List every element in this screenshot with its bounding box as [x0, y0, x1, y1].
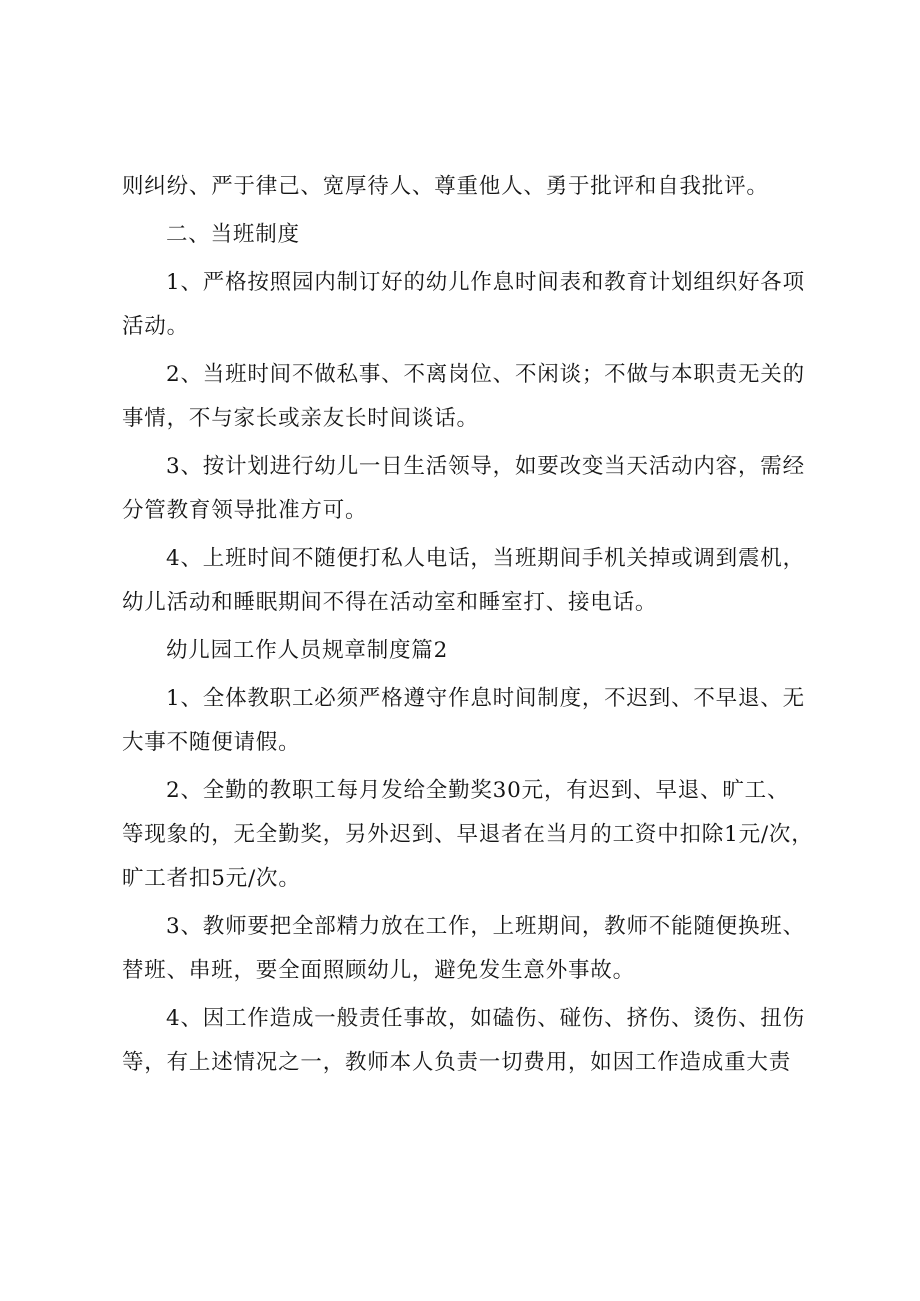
text-line: 旷工者扣5元/次。: [122, 866, 301, 891]
text-line: 1、全体教职工必须严格遵守作息时间制度，不迟到、不早退、无: [166, 686, 805, 711]
text-line: 4、上班时间不随便打私人电话，当班期间手机关掉或调到震机，: [166, 546, 805, 571]
text-line: 等现象的，无全勤奖，另外迟到、早退者在当月的工资中扣除1元/次，: [122, 822, 814, 847]
text-line: 3、按计划进行幼儿一日生活领导，如要改变当天活动内容，需经: [166, 454, 805, 479]
text-line: 4、因工作造成一般责任事故，如磕伤、碰伤、挤伤、烫伤、扭伤: [166, 1006, 805, 1031]
text-line: 等，有上述情况之一，教师本人负责一切费用，如因工作造成重大责: [122, 1050, 792, 1075]
text-line: 1、严格按照园内制订好的幼儿作息时间表和教育计划组织好各项: [166, 270, 805, 295]
text-line: 大事不随便请假。: [122, 730, 301, 755]
text-line: 幼儿活动和睡眠期间不得在活动室和睡室打、接电话。: [122, 590, 658, 615]
text-line: 3、教师要把全部精力放在工作，上班期间，教师不能随便换班、: [166, 914, 805, 939]
text-line: 事情，不与家长或亲友长时间谈话。: [122, 406, 479, 431]
text-line: 则纠纷、严于律己、宽厚待人、尊重他人、勇于批评和自我批评。: [122, 174, 769, 199]
text-line: 2、全勤的教职工每月发给全勤奖30元，有迟到、早退、旷工、: [166, 778, 790, 803]
text-line: 替班、串班，要全面照顾幼儿，避免发生意外事故。: [122, 958, 635, 983]
text-line: 分管教育领导批准方可。: [122, 498, 368, 523]
section-heading: 幼儿园工作人员规章制度篇2: [166, 638, 449, 663]
text-line: 2、当班时间不做私事、不离岗位、不闲谈；不做与本职责无关的: [166, 362, 805, 387]
text-line: 活动。: [122, 314, 189, 339]
document-body: [122, 165, 822, 1085]
section-heading: 二、当班制度: [166, 222, 300, 247]
